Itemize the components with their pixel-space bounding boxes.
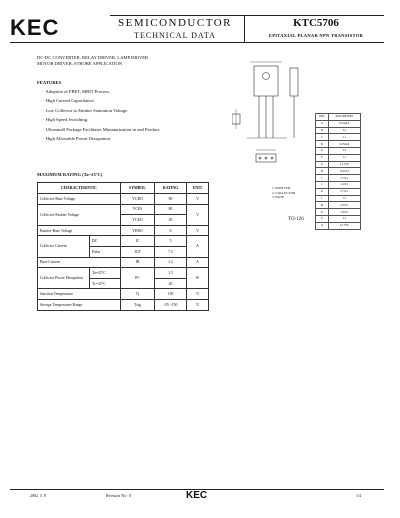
table-row xyxy=(38,268,209,279)
row-rating: 5 xyxy=(155,236,187,247)
part-number: KTC5706 xyxy=(293,17,339,29)
dim-letter: B xyxy=(316,127,329,134)
table-row xyxy=(316,181,361,188)
row-unit: V xyxy=(186,225,208,236)
row-label: Collector Current xyxy=(38,236,90,257)
row-symbol: VEBO xyxy=(120,225,154,236)
feature-item: · High Current Capacitance. xyxy=(43,98,95,104)
table-row xyxy=(38,289,209,300)
dim-value: 1.4±0.1 xyxy=(328,181,360,188)
dim-letter: F xyxy=(316,154,329,161)
dim-letter: I xyxy=(316,175,329,182)
row-rating: 20 xyxy=(155,278,187,289)
table-row xyxy=(316,195,361,202)
pin-list xyxy=(272,186,295,200)
row-symbol: IB xyxy=(120,257,154,268)
dim-value: 1.1 xyxy=(328,154,360,161)
table-row xyxy=(38,257,209,268)
part-type: EPITAXIAL PLANAR NPN TRANSISTOR xyxy=(268,33,364,38)
header-bottom-line xyxy=(10,42,384,43)
max-rating-table xyxy=(37,182,209,311)
table-row xyxy=(38,194,209,205)
package-name: TO-126 xyxy=(288,217,304,222)
row-sublabel: DC xyxy=(90,236,121,247)
dim-letter: E xyxy=(316,147,329,154)
dim-letter: D xyxy=(316,141,329,148)
table-header-row xyxy=(316,114,361,121)
row-label: Collector-Emitter Voltage xyxy=(38,204,121,225)
feature-item: · High Speed Switching. xyxy=(43,117,89,123)
pin-emitter: 1. EMITTER xyxy=(272,186,291,190)
row-label: Emitter-Base Voltage xyxy=(38,225,121,236)
dim-letter: A xyxy=(316,120,329,127)
table-row xyxy=(38,299,209,310)
table-row xyxy=(316,134,361,141)
row-label: Junction Temperature xyxy=(38,289,121,300)
row-symbol: PC xyxy=(120,268,154,289)
table-row xyxy=(38,225,209,236)
pin-collector: 2. COLLECTOR xyxy=(272,190,296,195)
dim-value: 2.0±0.1 xyxy=(328,202,360,209)
row-rating: 1.5 xyxy=(155,268,187,279)
header-divider xyxy=(244,15,245,42)
header-top-line xyxy=(110,15,384,16)
row-symbol: VCES xyxy=(120,204,154,215)
row-label: Collector Power Dissipation xyxy=(38,268,90,289)
application-line-1: DC-DC CONVERTER, RELAY DRIVER, LAMP DRIVER xyxy=(37,55,149,60)
row-unit: V xyxy=(186,194,208,205)
table-row xyxy=(316,209,361,216)
dim-value: 8.0 MAX xyxy=(328,120,360,127)
features-list xyxy=(37,89,237,142)
row-label: Storage Temperature Range xyxy=(38,299,121,310)
row-rating: 7.5 xyxy=(155,246,187,257)
row-unit: W xyxy=(186,268,208,289)
dim-value: 1.6±0.1 xyxy=(328,209,360,216)
dimension-table xyxy=(315,113,361,230)
dim-value: 0.5 TYP xyxy=(328,222,360,229)
dim-letter: K xyxy=(316,188,329,195)
table-row xyxy=(316,215,361,222)
row-rating: 50 xyxy=(155,215,187,226)
col-unit: UNIT xyxy=(186,183,208,194)
dim-value: 2.3 xyxy=(328,215,360,222)
dim-letter: G xyxy=(316,161,329,168)
row-sublabel: Tc=25°C xyxy=(90,278,121,289)
row-label: Base Current xyxy=(38,257,121,268)
package-outline-drawing xyxy=(232,54,312,199)
dim-value: 1.2 xyxy=(328,195,360,202)
row-unit: V xyxy=(186,204,208,225)
row-rating: 80 xyxy=(155,204,187,215)
row-label: Collector-Base Voltage xyxy=(38,194,121,205)
dim-letter: H xyxy=(316,168,329,175)
table-row xyxy=(316,175,361,182)
footer-revision: Revision No : 0 xyxy=(106,493,132,498)
row-unit: °C xyxy=(186,299,208,310)
dim-letter: C xyxy=(316,134,329,141)
table-row xyxy=(316,147,361,154)
dim-value: 15.0±0.5 xyxy=(328,168,360,175)
dim-value: 3.3 xyxy=(328,147,360,154)
table-row xyxy=(316,168,361,175)
max-rating-title: MAXIMUM RATING (Ta=25°C) xyxy=(37,172,103,177)
row-rating: 1.2 xyxy=(155,257,187,268)
feature-item: · High Allowable Power Dissipation. xyxy=(43,135,112,141)
dim-value: 1.1 xyxy=(328,134,360,141)
footer-logo: KEC xyxy=(186,490,208,501)
footer-page: 1/4 xyxy=(356,493,362,498)
dim-value: 3.2 xyxy=(328,127,360,134)
dim-value: 0.7±0.1 xyxy=(328,188,360,195)
features-section xyxy=(37,80,237,145)
row-rating: 150 xyxy=(155,289,187,300)
row-symbol: Tj xyxy=(120,289,154,300)
row-symbol: Tstg xyxy=(120,299,154,310)
table-row xyxy=(316,154,361,161)
col-rating: RATING xyxy=(155,183,187,194)
dim-value: 0.8 MAX xyxy=(328,141,360,148)
row-unit: A xyxy=(186,236,208,257)
dim-letter: N xyxy=(316,209,329,216)
row-sublabel: Pulse xyxy=(90,246,121,257)
header-title: SEMICONDUCTOR xyxy=(117,17,233,29)
row-symbol: VCBO xyxy=(120,194,154,205)
table-row xyxy=(316,222,361,229)
application-text xyxy=(37,55,237,67)
features-title: FEATURES xyxy=(37,80,62,85)
dim-letter: J xyxy=(316,181,329,188)
dim-letter: P xyxy=(316,215,329,222)
dim-letter: Q xyxy=(316,222,329,229)
millimeters-header: MILLIMETERS xyxy=(328,114,360,121)
table-row xyxy=(316,188,361,195)
dim-letter: L xyxy=(316,195,329,202)
col-characteristic: CHARACTERISTIC xyxy=(38,183,121,194)
table-row xyxy=(316,141,361,148)
row-symbol: VCEO xyxy=(120,215,154,226)
feature-item: · Adoption of FBET, MBIT Process. xyxy=(43,89,110,94)
table-row xyxy=(316,127,361,134)
row-symbol: ICP xyxy=(120,246,154,257)
dim-letter: M xyxy=(316,202,329,209)
application-line-2: MOTOR DRIVER, STROBE APPLICATION xyxy=(37,61,123,66)
table-row xyxy=(38,204,209,215)
pin-base: 3. BASE xyxy=(272,195,285,200)
dim-value: 3.7±0.2 xyxy=(328,175,360,182)
header-subtitle: TECHNICAL DATA xyxy=(134,31,216,40)
table-row xyxy=(316,202,361,209)
row-unit: °C xyxy=(186,289,208,300)
table-header-row xyxy=(38,183,209,194)
row-rating: -55 ~150 xyxy=(155,299,187,310)
feature-item: · Ultrasmall Package Facilitates Miniaturization in end Product. xyxy=(43,126,161,132)
dim-value: 2.3 TYP xyxy=(328,161,360,168)
col-symbol: SYMBOL xyxy=(120,183,154,194)
dim-header: DIM xyxy=(316,114,329,121)
table-row xyxy=(316,161,361,168)
feature-item: · Low Collector to Emitter Saturation Voltage. xyxy=(43,107,129,113)
row-symbol: IC xyxy=(120,236,154,247)
row-rating: 6 xyxy=(155,225,187,236)
footer-date: 2002. 5. 8 xyxy=(30,493,46,498)
table-row xyxy=(316,120,361,127)
table-row xyxy=(38,236,209,247)
kec-logo: KEC xyxy=(10,15,60,40)
row-sublabel: Ta=25°C xyxy=(90,268,121,279)
row-unit: A xyxy=(186,257,208,268)
row-rating: 80 xyxy=(155,194,187,205)
